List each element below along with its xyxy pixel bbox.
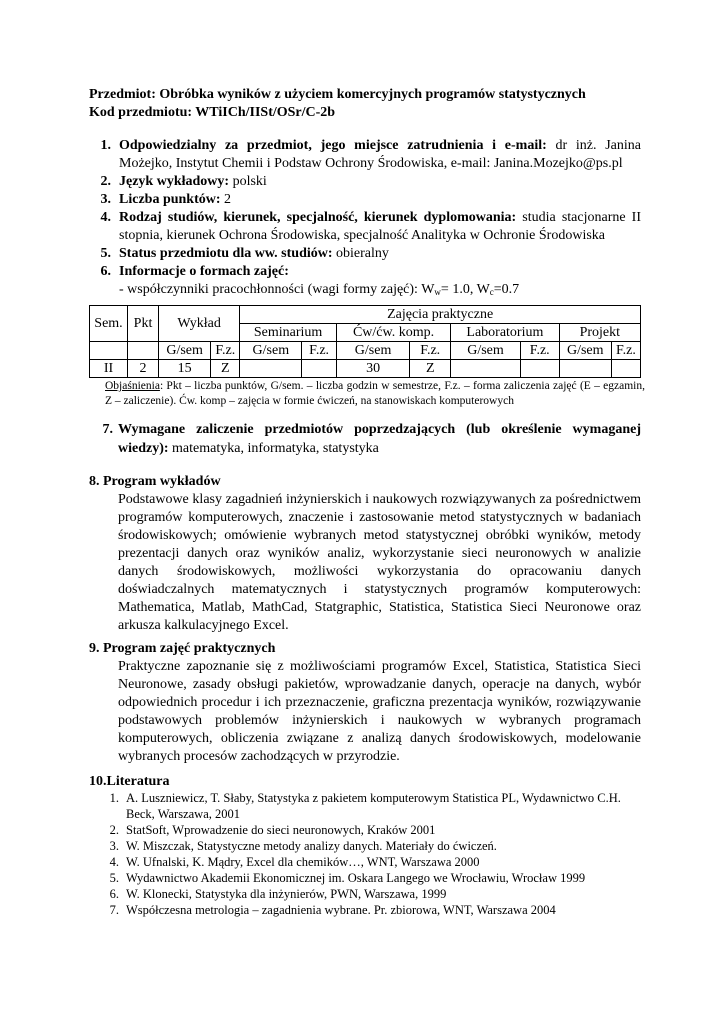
table-row [90,360,641,378]
table-cell: 30 [336,360,409,378]
table-cell [302,360,337,378]
table-cell: Z [211,360,240,378]
section-body: Praktyczne zapoznanie się z możliwościami programów Excel, Statistica, Statistica Sieci Neuronowe, zasady obsługi pakietów, wprowadzanie danych, operacje na danych, wybór odpowiednich procedur i ich przeznaczenie, graficzna prezentacja wyników, rozwiązywanie podstawowych problemów inżynierskich i naukowych w wybranych programach komputerowych, obliczenia związane z analizą danych środowiskowych, modelowanie wybranych procesów zachodzących w przyrodzie. [118,659,641,764]
subheader-cell: G/sem [240,342,302,360]
subheader-cell: F.z. [611,342,640,360]
subheader-cell: F.z. [520,342,559,360]
table-cell [611,360,640,378]
subheader-cell: F.z. [211,342,240,360]
hours-table [89,305,641,378]
document-header [89,86,649,122]
list-item: 6. W. Klonecki, Statystyka dla inżynierów, PWN, Warszawa, 1999 [109,887,447,901]
subheader-cell: G/sem [559,342,611,360]
subheader-cell: F.z. [302,342,337,360]
info-list [89,137,641,299]
section-title: 10.Literatura [89,774,170,789]
table-cell [240,360,302,378]
list-item: 1. A. Luszniewicz, T. Słaby, Statystyka z pakietem komputerowym Statistica PL, Wydawnictwo C.H. Beck, Warszawa, 2001 [109,791,621,821]
section-title: 8. Program wykładów [89,474,221,489]
info-item: 6. Informacje o formach zajęć: [100,264,289,279]
literature-list [89,790,641,918]
table-cell: 2 [128,360,159,378]
header-cwiczenia: Ćw/ćw. komp. [336,324,450,342]
section-title: 9. Program zajęć praktycznych [89,641,276,656]
info-item: 3. Liczba punktów: 2 [100,192,232,207]
info-item: 1. Odpowiedzialny za przedmiot, jego miejsce zatrudnienia i e-mail: dr inż. Janina Możejko, Instytut Chemii i Podstaw Ochrony Środowiska, e-mail: Janina.Mozejko@ps.pl [100,138,642,171]
list-item: 3. W. Miszczak, Statystyczne metody analizy danych. Materiały do ćwiczeń. [109,839,497,853]
list-item: 4. W. Ufnalski, K. Mądry, Excel dla chemików…, WNT, Warszawa 2000 [109,855,480,869]
header-projekt: Projekt [559,324,640,342]
section-lectures [89,473,641,635]
header-sem: Sem. [90,306,128,342]
section-body: Podstawowe klasy zagadnień inżynierskich i naukowych rozwiązywanych za pośrednictwem programów komputerowych, znaczenie i zastosowanie metod statystycznych w badaniach środowiskowych; omówienie wybranych metod statystycznej obróbki wyników, metody prezentacji danych oraz wyników analiz, wykorzystanie sieci neuronowych w analizie danych środowiskowych, możliwości wykorzystania do opracowaniu danych doświadczalnych matematycznych i statystycznych programów komputerowych: Mathematica, Matlab, MathCad, Statgraphic, Statistica, Statistica Sieci Neuronowe oraz arkusza kalkulacyjnego Excel. [118,492,641,633]
table-cell: II [90,360,128,378]
list-item: 2. StatSoft, Wprowadzenie do sieci neuronowych, Kraków 2001 [109,823,436,837]
section-literature [89,773,641,918]
info-item: 4. Rodzaj studiów, kierunek, specjalność, kierunek dyplomowania: studia stacjonarne II stopnia, kierunek Ochrona Środowiska, specjalność Analityka w Ochronie Środowiska [100,210,641,243]
table-cell [520,360,559,378]
header-pkt: Pkt [128,306,159,342]
section-prerequisites: 7. Wymagane zaliczenie przedmiotów poprzedzających (lub określenie wymaganej wiedzy): matematyka, informatyka, statystyka [102,422,641,456]
weights-line: - współczynniki pracochłonności (wagi formy zajęć): $W_w= 1.0$, $W_c=0.7$ [119,282,520,297]
info-item: 2. Język wykładowy: polski [100,174,267,189]
list-item: 7. Współczesna metrologia – zagadnienia wybrane. Pr. zbiorowa, WNT, Warszawa 2004 [109,903,556,917]
course-title: Przedmiot: Obróbka wyników z użyciem komercyjnych programów statystycznych [89,87,586,102]
table-cell: Z [410,360,451,378]
list-item: 5. Wydawnictwo Akademii Ekonomicznej im. Oskara Langego we Wrocławiu, Wrocław 1999 [109,871,586,885]
subheader-cell: G/sem [451,342,521,360]
info-item: 5. Status przedmiotu dla ww. studiów: obieralny [100,246,389,261]
header-seminarium: Seminarium [240,324,337,342]
table-cell [559,360,611,378]
section-practical [89,640,641,766]
table-note: Objaśnienia: Pkt – liczba punktów, G/sem. – liczba godzin w semestrze, F.z. – forma zaliczenia zajęć (E – egzamin, Z – zaliczenie). Ćw. komp – zajęcia w formie ćwiczeń, na stanowiskach komputerowych [105,380,645,407]
course-code: Kod przedmiotu: WTiICh/IISt/OSr/C-2b [89,105,336,120]
header-wyklad: Wykład [159,306,240,342]
table-cell [451,360,521,378]
subheader-cell: G/sem [336,342,409,360]
header-laboratorium: Laboratorium [451,324,559,342]
table-cell: 15 [159,360,211,378]
subheader-cell: G/sem [159,342,211,360]
header-zajecia: Zajęcia praktyczne [240,306,641,324]
subheader-cell: F.z. [410,342,451,360]
